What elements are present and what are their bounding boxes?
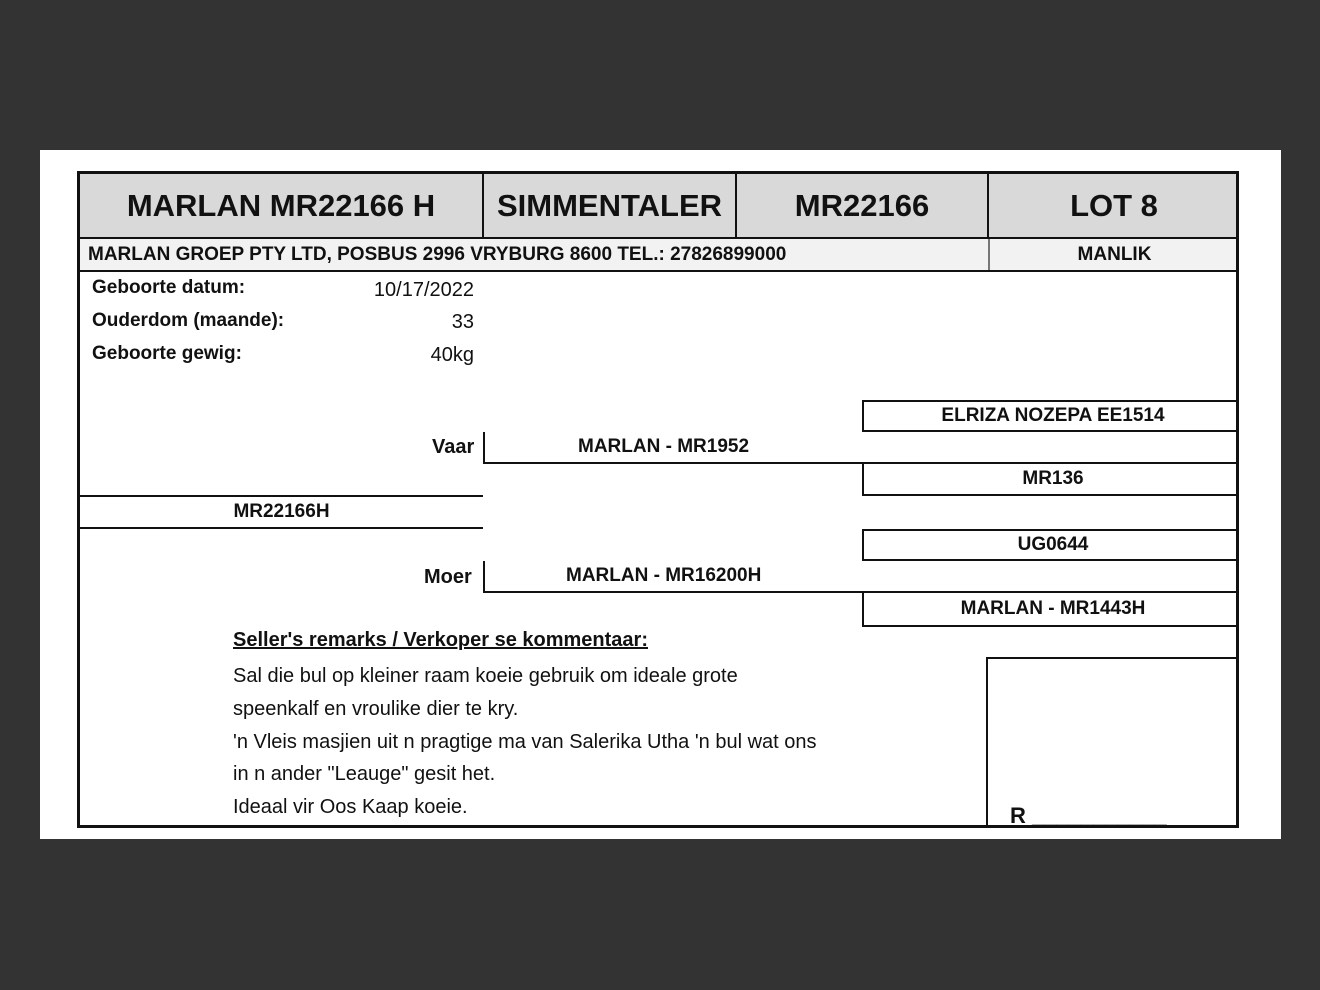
- sire-sire: ELRIZA NOZEPA EE1514: [862, 400, 1239, 432]
- owner-details: MARLAN GROEP PTY LTD, POSBUS 2996 VRYBURG 8600 TEL.: 27826899000: [88, 244, 787, 265]
- sex: MANLIK: [988, 239, 1239, 270]
- price-field[interactable]: R ___________: [1010, 803, 1167, 828]
- dam: MARLAN - MR16200H: [483, 561, 1239, 593]
- dam-label: Moer: [424, 566, 472, 588]
- sire: MARLAN - MR1952: [483, 432, 1239, 464]
- dam-sire: UG0644: [862, 529, 1239, 561]
- remark-line: speenkalf en vroulike dier te kry.: [233, 698, 519, 720]
- remarks-title: Seller's remarks / Verkoper se kommentaar:: [233, 629, 648, 651]
- lot-number: LOT 8: [1070, 187, 1158, 223]
- catalog-sheet: [40, 150, 1281, 839]
- remark-line: Ideaal vir Oos Kaap koeie.: [233, 796, 468, 818]
- owner-row: [80, 239, 1236, 272]
- birth-weight-value: 40kg: [430, 344, 474, 366]
- lot-card: [77, 171, 1239, 828]
- pedigree-animal: MR22166H: [80, 495, 483, 529]
- remark-line: in n ander "Leauge" gesit het.: [233, 763, 496, 785]
- sire-dam: MR136: [862, 464, 1239, 496]
- header-row: [80, 174, 1236, 239]
- dam-dam: MARLAN - MR1443H: [862, 593, 1239, 627]
- age-months-label: Ouderdom (maande):: [92, 310, 285, 331]
- breed: SIMMENTALER: [484, 174, 737, 237]
- sire-label: Vaar: [432, 436, 475, 458]
- birth-date-label: Geboorte datum:: [92, 277, 246, 298]
- remark-line: 'n Vleis masjien uit n pragtige ma van Salerika Utha 'n bul wat ons: [233, 731, 817, 753]
- remark-line: Sal die bul op kleiner raam koeie gebruik om ideale grote: [233, 665, 738, 687]
- birth-date-value: 10/17/2022: [373, 279, 474, 301]
- animal-id: MR22166: [737, 174, 989, 237]
- price-box[interactable]: [986, 657, 1239, 828]
- animal-name: MARLAN MR22166 H: [80, 174, 484, 237]
- age-months-value: 33: [451, 311, 474, 333]
- birth-weight-label: Geboorte gewig:: [92, 343, 242, 364]
